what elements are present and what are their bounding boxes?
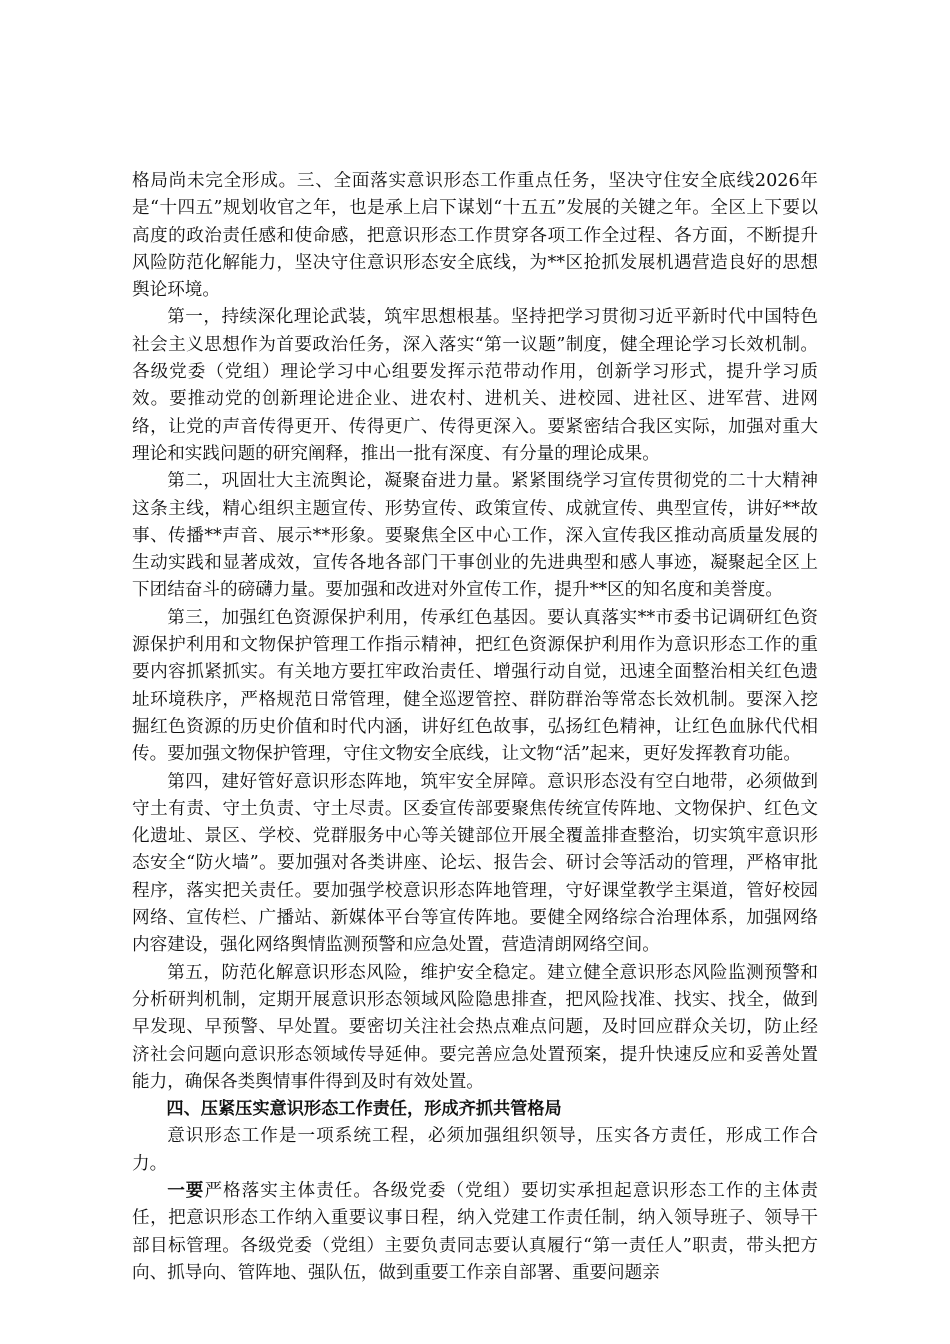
paragraph-third-task: 第三，加强红色资源保护利用，传承红色基因。要认真落实**市委书记调研红色资源保护利用和文物保护管理工作指示精神，把红色资源保护利用作为意识形态工作的重要内容抓紧抓实。有关地方要扛牢政治责任、增强行动自觉，迅速全面整治相关红色遗址环境秩序，严格规范日常管理，健全巡逻管控、群防群治等常态长效机制。要深入挖掘红色资源的历史价值和时代内涵，讲好红色故事，弘扬红色精神，让红色血脉代代相传。要加强文物保护管理，守住文物安全底线，让文物“活”起来，更好发挥教育功能。 — [132, 607, 818, 765]
document-page — [132, 168, 818, 1287]
paragraph-section-intro: 意识形态工作是一项系统工程，必须加强组织领导，压实各方责任，形成工作合力。 — [132, 1126, 818, 1174]
section-heading-four: 四、压紧压实意识形态工作责任，形成齐抓共管格局 — [166, 1099, 562, 1120]
requirement-body: 严格落实主体责任。各级党委（党组）要切实承担起意识形态工作的主体责任，把意识形态工作纳入重要议事日程，纳入党建工作责任制，纳入领导班子、领导干部目标管理。各级党委（党组）主要负责同志要认真履行“第一责任人”职责，带头把方向、抓导向、管阵地、强队伍，做到重要工作亲自部署、重要问题亲 — [132, 1180, 818, 1283]
paragraph-first-requirement — [132, 1178, 818, 1287]
paragraph-fifth-task: 第五，防范化解意识形态风险，维护安全稳定。建立健全意识形态风险监测预警和分析研判机制，定期开展意识形态领域风险隐患排查，把风险找准、找实、找全，做到早发现、早预警、早处置。要密切关注社会热点难点问题，及时回应群众关切，防止经济社会问题向意识形态领域传导延伸。要完善应急处置预案，提升快速反应和妥善处置能力，确保各类舆情事件得到及时有效处置。 — [132, 962, 818, 1092]
paragraph-fourth-task: 第四，建好管好意识形态阵地，筑牢安全屏障。意识形态没有空白地带，必须做到守土有责、守土负责、守土尽责。区委宣传部要聚焦传统宣传阵地、文物保护、红色文化遗址、景区、学校、党群服务中心等关键部位开展全覆盖排查整治，切实筑牢意识形态安全“防火墙”。要加强对各类讲座、论坛、报告会、研讨会等活动的管理，严格审批程序，落实把关责任。要加强学校意识形态阵地管理，守好课堂教学主渠道，管好校园网络、宣传栏、广播站、新媒体平台等宣传阵地。要健全网络综合治理体系，加强网络内容建设，强化网络舆情监测预警和应急处置，营造清朗网络空间。 — [132, 771, 818, 956]
paragraph-intro: 格局尚未完全形成。三、全面落实意识形态工作重点任务，坚决守住安全底线2026年是“十四五”规划收官之年，也是承上启下谋划“十五五”发展的关键之年。全区上下要以高度的政治责任感和使命感，把意识形态工作贯穿各项工作全过程、各方面，不断提升风险防范化解能力，坚决守住意识形态安全底线，为**区抢抓发展机遇营造良好的思想舆论环境。 — [132, 171, 818, 301]
paragraph-first-task: 第一，持续深化理论武装，筑牢思想根基。坚持把学习贯彻习近平新时代中国特色社会主义思想作为首要政治任务，深入落实“第一议题”制度，健全理论学习长效机制。各级党委（党组）理论学习中心组要发挥示范带动作用，创新学习形式，提升学习质效。要推动党的创新理论进企业、进农村、进机关、进校园、进社区、进军营、进网络，让党的声音传得更开、传得更广、传得更深入。要紧密结合我区实际，加强对重大理论和实践问题的研究阐释，推出一批有深度、有分量的理论成果。 — [132, 307, 818, 464]
paragraph-second-task: 第二，巩固壮大主流舆论，凝聚奋进力量。紧紧围绕学习宣传贯彻党的二十大精神这条主线，精心组织主题宣传、形势宣传、政策宣传、成就宣传、典型宣传，讲好**故事、传播**声音、展示**形象。要聚焦全区中心工作，深入宣传我区推动高质量发展的生动实践和显著成效，宣传各地各部门干事创业的先进典型和感人事迹，凝聚起全区上下团结奋斗的磅礴力量。要加强和改进对外宣传工作，提升**区的知名度和美誉度。 — [132, 471, 818, 601]
requirement-lead: 一要 — [167, 1180, 205, 1201]
